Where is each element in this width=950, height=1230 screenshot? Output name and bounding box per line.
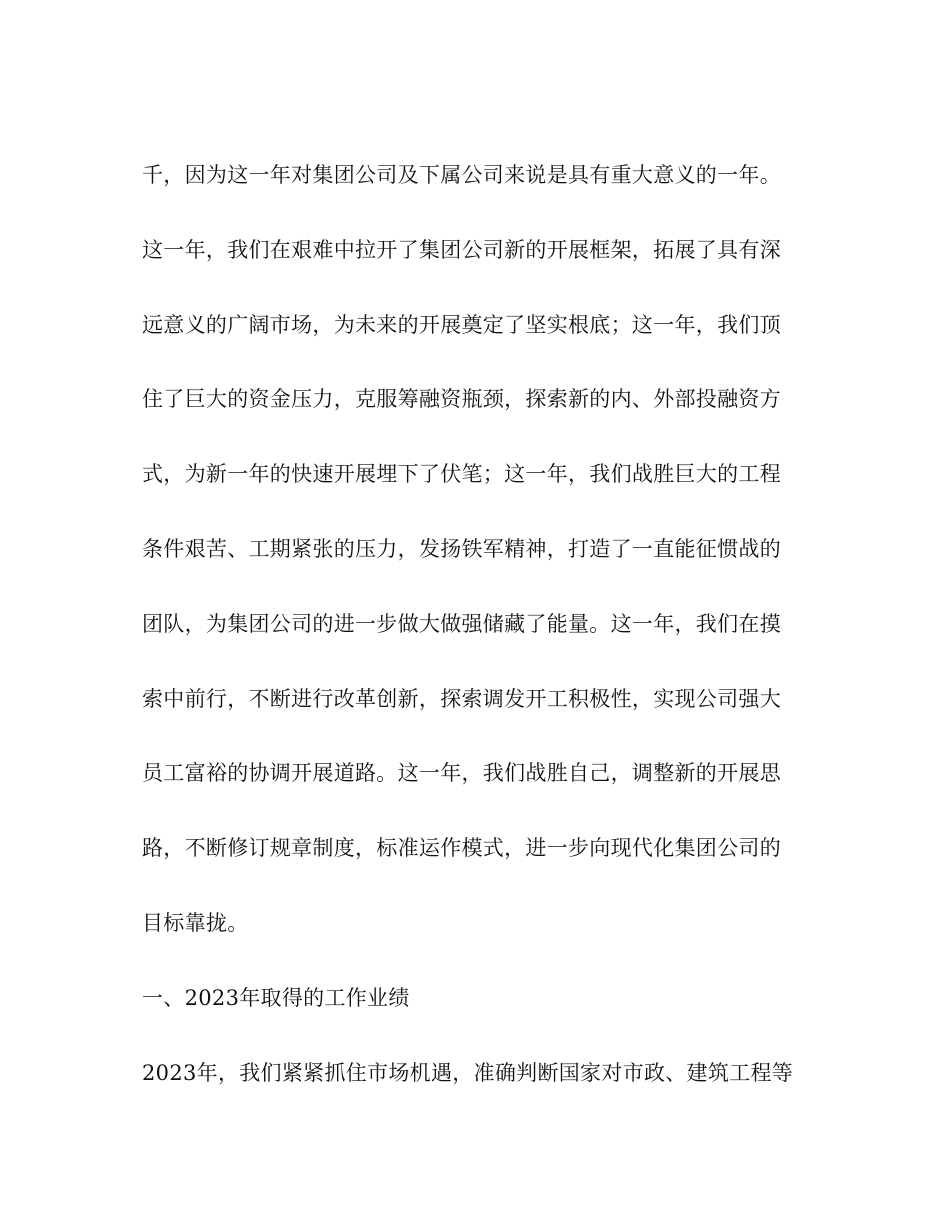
body-text <box>142 138 812 1110</box>
paragraph-line: 团队，为集团公司的进一步做大做强储藏了能量。这一年，我们在摸 <box>142 611 781 636</box>
paragraph-line: 住了巨大的资金压力，克服筹融资瓶颈，探索新的内、外部投融资方 <box>142 387 781 412</box>
paragraph-line: 千，因为这一年对集团公司及下属公司来说是具有重大意义的一年。 <box>142 163 781 187</box>
paragraph-line: 索中前行，不断进行改革创新，探索调发开工积极性，实现公司强大 <box>142 686 781 711</box>
paragraph-line: 目标靠拢。 <box>142 910 249 935</box>
paragraph-line: 员工富裕的协调开展道路。这一年，我们战胜自己，调整新的开展思 <box>142 761 781 786</box>
paragraph-line: 这一年，我们在艰难中拉开了集团公司新的开展框架，拓展了具有深 <box>142 237 781 262</box>
paragraph-line: 路，不断修订规章制度，标准运作模式，进一步向现代化集团公司的 <box>142 836 781 861</box>
paragraph-line: 2023年，我们紧紧抓住市场机遇，准确判断国家对市政、建筑工程等 <box>142 1060 794 1085</box>
paragraph-line: 远意义的广阔市场，为未来的开展奠定了坚实根底；这一年，我们顶 <box>142 312 781 337</box>
paragraph-line: 条件艰苦、工期紧张的压力，发扬铁军精神，打造了一直能征惯战的 <box>142 536 781 561</box>
section-heading: 一、2023年取得的工作业绩 <box>142 985 410 1010</box>
paragraph-line: 式，为新一年的快速开展埋下了伏笔；这一年，我们战胜巨大的工程 <box>142 462 781 487</box>
